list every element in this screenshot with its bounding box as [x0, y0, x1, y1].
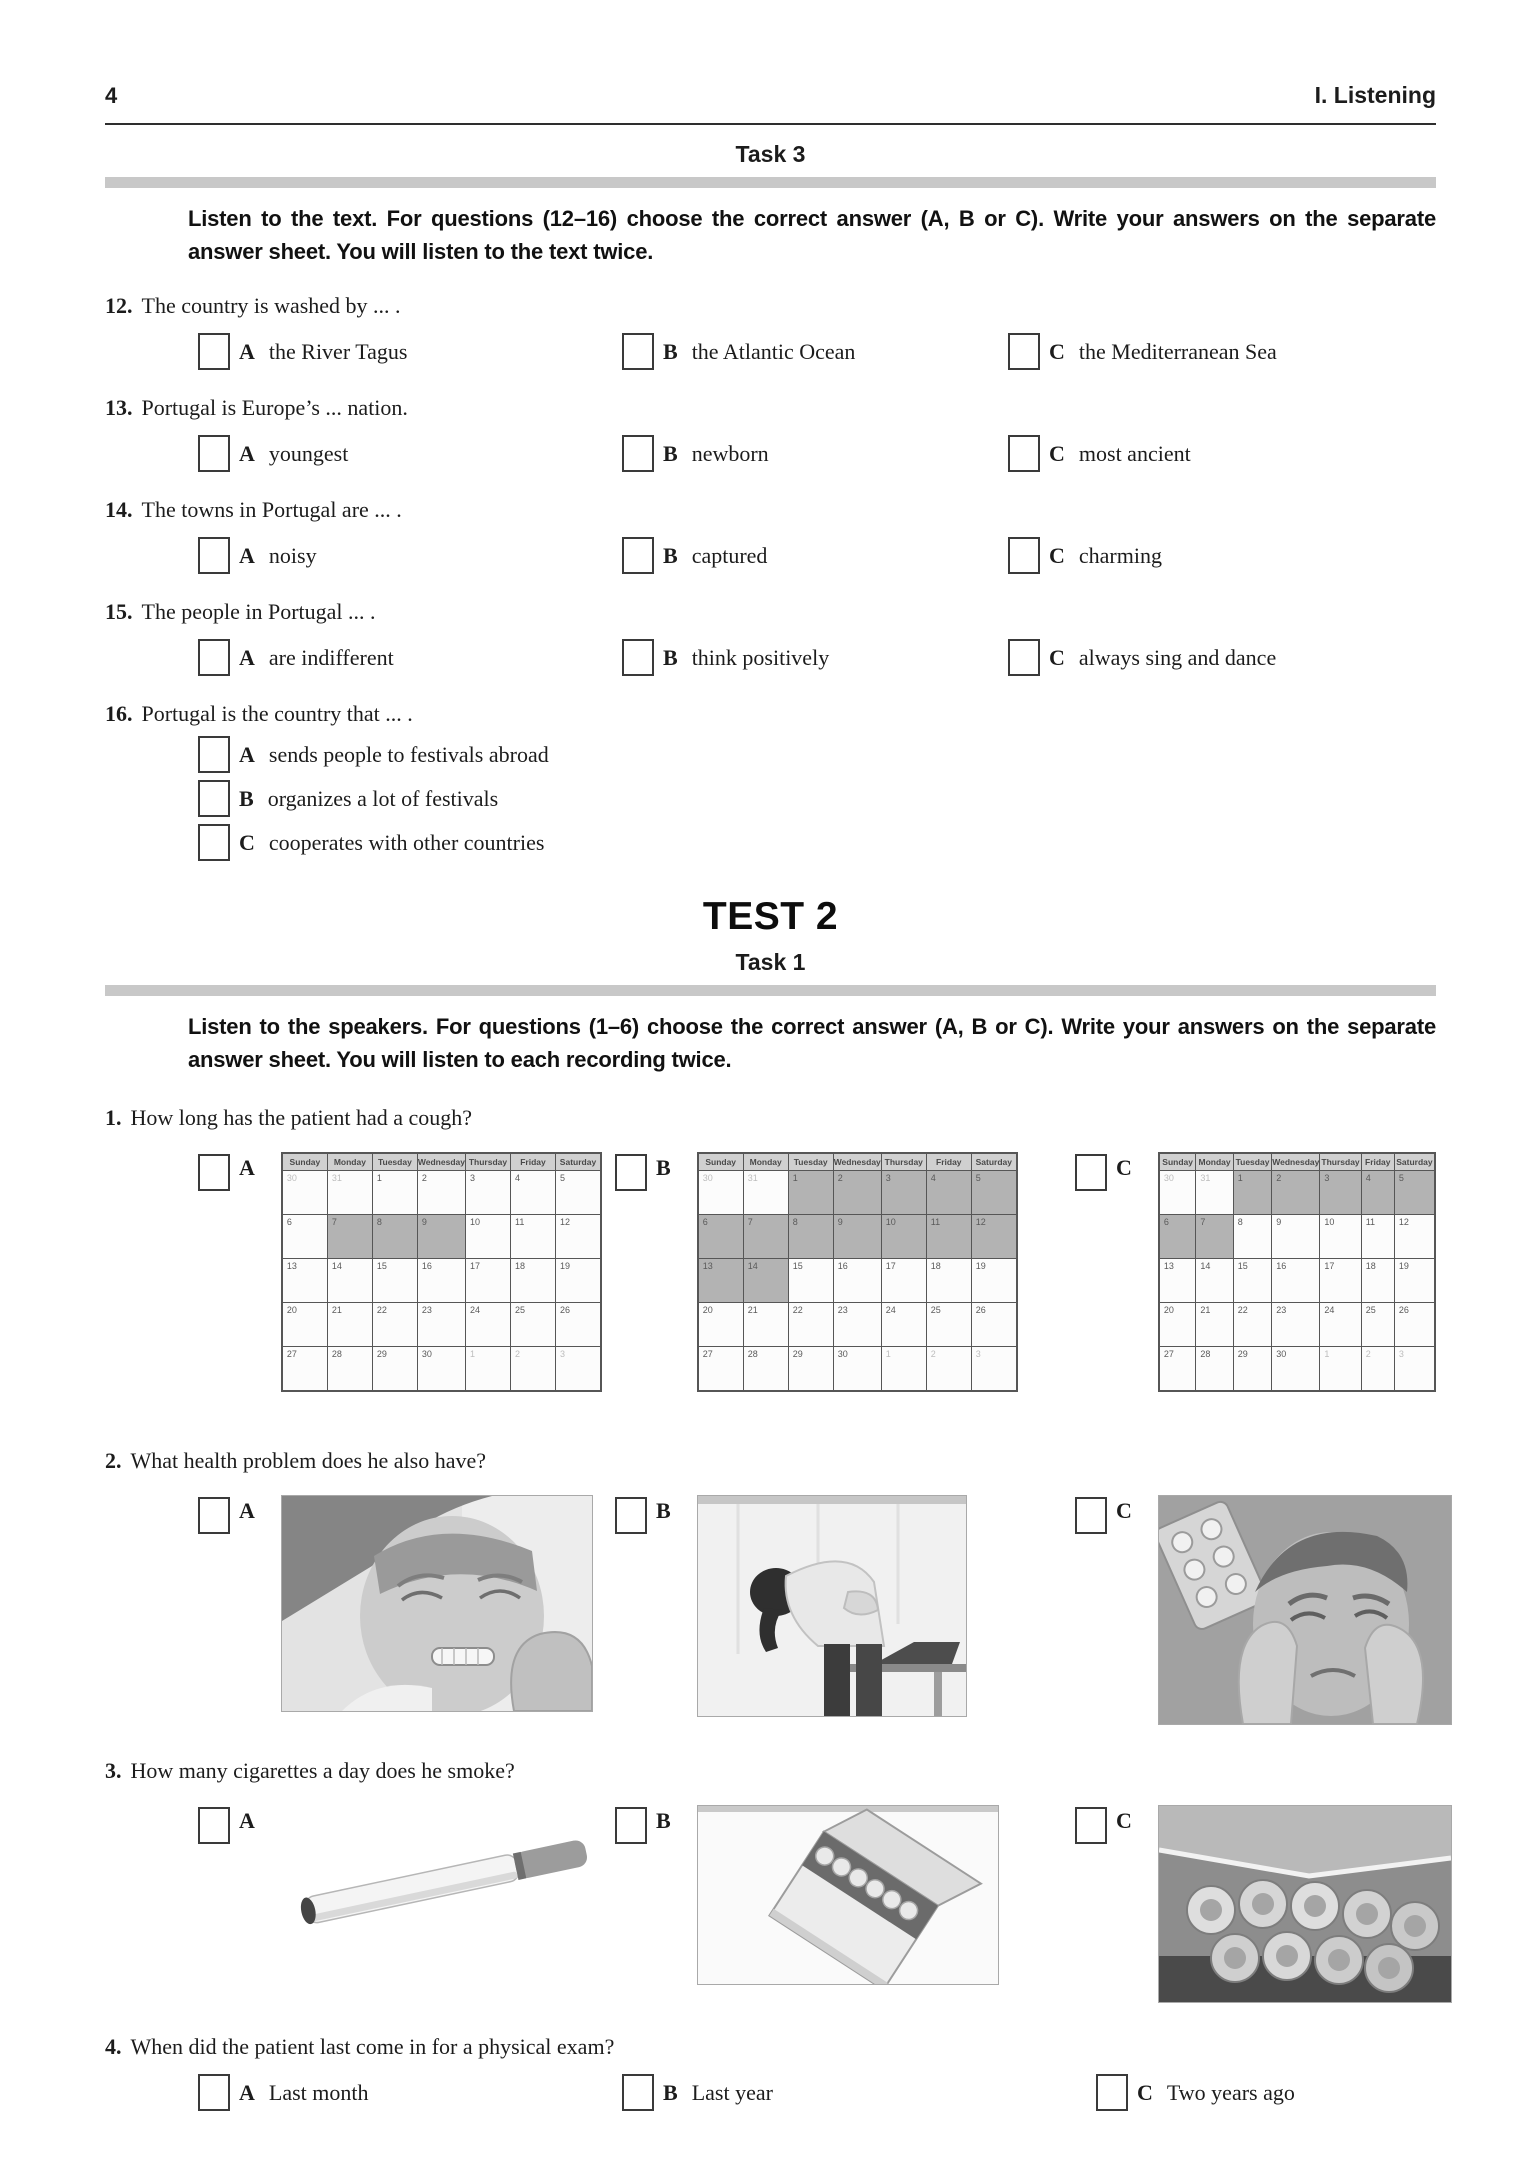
cigarette-pack-photo: [697, 1805, 999, 1985]
calendar-day-header: Wednesday: [1272, 1153, 1320, 1171]
option-text: the River Tagus: [268, 338, 408, 364]
calendar-cell: 3: [1394, 1347, 1435, 1392]
calendar-cell: 1: [1320, 1347, 1361, 1392]
question-2: [105, 1447, 1436, 1725]
calendar-day-header: Monday: [743, 1153, 788, 1171]
calendar-cell: 21: [327, 1303, 372, 1347]
answer-checkbox[interactable]: [198, 435, 230, 472]
option-b: [622, 537, 1008, 574]
calendar-day-header: Tuesday: [1233, 1153, 1272, 1171]
calendar-cell: 16: [833, 1259, 881, 1303]
task3-separator-bar: [105, 177, 1436, 188]
option-text: noisy: [268, 542, 317, 568]
calendar-cell: 30: [833, 1347, 881, 1392]
option-letter: C: [1116, 1808, 1132, 1833]
option-text: cooperates with other countries: [268, 829, 545, 855]
calendar-day-header: Monday: [327, 1153, 372, 1171]
calendar-day-header: Friday: [926, 1153, 971, 1171]
answer-checkbox[interactable]: [198, 1807, 230, 1844]
calendar-cell: 24: [881, 1303, 926, 1347]
option-b: [622, 2074, 1096, 2111]
option-letter: B: [656, 1498, 671, 1523]
calendar-day-header: Thursday: [1320, 1153, 1361, 1171]
question-number: 13.: [105, 395, 133, 420]
option-c: [1008, 435, 1436, 472]
calendar-cell: 29: [1233, 1347, 1272, 1392]
option-letter: B: [663, 644, 678, 670]
calendar-cell: 1: [465, 1347, 510, 1392]
calendar-cell: 11: [1361, 1215, 1394, 1259]
option-text: most ancient: [1078, 440, 1191, 466]
calendar-cell: 25: [926, 1303, 971, 1347]
calendar-image-b: [697, 1152, 1018, 1392]
calendar-cell: 17: [465, 1259, 510, 1303]
calendar-cell: 17: [881, 1259, 926, 1303]
option-b: [622, 435, 1008, 472]
option-letter: A: [239, 1155, 255, 1180]
option-letter: A: [239, 741, 255, 767]
option-a: [198, 2074, 622, 2111]
calendar-cell: 26: [1394, 1303, 1435, 1347]
q3-options-row: [198, 1805, 1436, 2003]
calendar-cell: 7: [327, 1215, 372, 1259]
calendar-day-header: Tuesday: [372, 1153, 417, 1171]
test2-title: TEST 2: [702, 895, 839, 938]
options-row: [198, 2074, 1436, 2111]
option-letter: B: [663, 2079, 678, 2105]
calendar-cell: 14: [743, 1259, 788, 1303]
calendar-cell: 18: [1361, 1259, 1394, 1303]
option-c: [198, 824, 1436, 861]
option-letter: A: [239, 644, 255, 670]
question-3: [105, 1757, 1436, 2003]
options-row: [198, 639, 1436, 676]
option-a: [198, 736, 1436, 773]
question-text: What health problem does he also have?: [130, 1448, 487, 1473]
calendar-cell: 10: [881, 1215, 926, 1259]
option-text: captured: [691, 542, 768, 568]
option-letter: A: [239, 1808, 255, 1833]
answer-checkbox[interactable]: [1075, 1497, 1107, 1534]
calendar-cell: 6: [282, 1215, 328, 1259]
calendar-cell: 13: [282, 1259, 328, 1303]
option-text: youngest: [268, 440, 349, 466]
calendar-image-c: [1158, 1152, 1436, 1392]
option-a: [198, 537, 622, 574]
calendar-cell: 30: [1272, 1347, 1320, 1392]
answer-checkbox[interactable]: [198, 537, 230, 574]
answer-checkbox[interactable]: [198, 1154, 230, 1191]
question-text: How many cigarettes a day does he smoke?: [130, 1758, 515, 1783]
task3-title: Task 3: [735, 141, 806, 167]
calendar-cell: 3: [555, 1347, 601, 1392]
option-text: the Mediterranean Sea: [1078, 338, 1277, 364]
option-letter: A: [239, 2079, 255, 2105]
calendar-cell: 27: [1159, 1347, 1196, 1392]
calendar-cell: 4: [510, 1171, 555, 1215]
calendar-cell: 31: [327, 1171, 372, 1215]
calendar-day-header: Sunday: [1159, 1153, 1196, 1171]
calendar-cell: 4: [926, 1171, 971, 1215]
answer-checkbox[interactable]: [198, 2074, 230, 2111]
calendar-day-header: Saturday: [555, 1153, 601, 1171]
calendar-cell: 23: [417, 1303, 465, 1347]
question-text: When did the patient last come in for a physical exam?: [130, 2034, 615, 2059]
question-number: 2.: [105, 1448, 122, 1473]
calendar-cell: 6: [1159, 1215, 1196, 1259]
question-text: The country is washed by ... .: [141, 293, 401, 318]
calendar-cell: 20: [698, 1303, 744, 1347]
answer-checkbox[interactable]: [1075, 1807, 1107, 1844]
calendar-cell: 25: [1361, 1303, 1394, 1347]
calendar-cell: 21: [1196, 1303, 1233, 1347]
calendar-cell: 19: [971, 1259, 1017, 1303]
option-b: [622, 333, 1008, 370]
backache-photo: [697, 1495, 967, 1717]
calendar-cell: 15: [1233, 1259, 1272, 1303]
calendar-cell: 26: [555, 1303, 601, 1347]
calendar-cell: 29: [788, 1347, 833, 1392]
answer-checkbox[interactable]: [198, 824, 230, 861]
answer-checkbox[interactable]: [198, 736, 230, 773]
calendar-cell: 16: [417, 1259, 465, 1303]
calendar-cell: 25: [510, 1303, 555, 1347]
option-letter: B: [663, 440, 678, 466]
option-letter: B: [239, 785, 254, 811]
calendar-cell: 9: [833, 1215, 881, 1259]
question-14: [105, 496, 1436, 574]
question-12: [105, 292, 1436, 370]
calendar-cell: 8: [1233, 1215, 1272, 1259]
option-letter: B: [656, 1155, 671, 1180]
option-a: [198, 333, 622, 370]
calendar-day-header: Wednesday: [417, 1153, 465, 1171]
calendar-day-header: Wednesday: [833, 1153, 881, 1171]
calendar-day-header: Saturday: [1394, 1153, 1435, 1171]
option-text: charming: [1078, 542, 1162, 568]
answer-checkbox[interactable]: [622, 333, 654, 370]
calendar-cell: 2: [510, 1347, 555, 1392]
option-text: the Atlantic Ocean: [691, 338, 856, 364]
calendar-cell: 19: [1394, 1259, 1435, 1303]
calendar-cell: 28: [1196, 1347, 1233, 1392]
question-text: The towns in Portugal are ... .: [141, 497, 402, 522]
calendar-cell: 22: [788, 1303, 833, 1347]
question-13: [105, 394, 1436, 472]
calendar-cell: 11: [510, 1215, 555, 1259]
answer-checkbox[interactable]: [1008, 639, 1040, 676]
calendar-cell: 1: [372, 1171, 417, 1215]
calendar-cell: 3: [971, 1347, 1017, 1392]
calendar-cell: 8: [788, 1215, 833, 1259]
calendar-cell: 12: [555, 1215, 601, 1259]
calendar-cell: 21: [743, 1303, 788, 1347]
toothache-photo: [281, 1495, 593, 1712]
question-text: Portugal is Europe’s ... nation.: [141, 395, 408, 420]
question-text: How long has the patient had a cough?: [130, 1105, 473, 1130]
option-text: Last year: [691, 2079, 773, 2105]
calendar-cell: 22: [372, 1303, 417, 1347]
calendar-cell: 7: [743, 1215, 788, 1259]
options-column: [198, 736, 1436, 861]
option-a: [198, 435, 622, 472]
question-number: 12.: [105, 293, 133, 318]
task1-title: Task 1: [735, 949, 806, 975]
calendar-cell: 18: [510, 1259, 555, 1303]
calendar-cell: 2: [833, 1171, 881, 1215]
calendar-cell: 30: [698, 1171, 744, 1215]
question-text: Portugal is the country that ... .: [141, 701, 413, 726]
option-letter: C: [1137, 2079, 1153, 2105]
calendar-cell: 5: [555, 1171, 601, 1215]
calendar-cell: 12: [1394, 1215, 1435, 1259]
calendar-cell: 7: [1196, 1215, 1233, 1259]
cigarettes-closeup-photo: [1158, 1805, 1452, 2003]
calendar-image-a: [281, 1152, 602, 1392]
option-letter: A: [239, 440, 255, 466]
option-a: [198, 1805, 615, 1955]
answer-checkbox[interactable]: [622, 435, 654, 472]
calendar-cell: 9: [417, 1215, 465, 1259]
calendar-day-header: Thursday: [465, 1153, 510, 1171]
answer-checkbox[interactable]: [615, 1497, 647, 1534]
option-letter: A: [239, 338, 255, 364]
calendar-cell: 27: [698, 1347, 744, 1392]
answer-checkbox[interactable]: [198, 1497, 230, 1534]
option-c: [1096, 2074, 1436, 2111]
question-number: 1.: [105, 1105, 122, 1130]
calendar-cell: 10: [465, 1215, 510, 1259]
calendar-cell: 13: [698, 1259, 744, 1303]
calendar-cell: 5: [971, 1171, 1017, 1215]
option-b: [615, 1805, 1075, 1985]
q1-options-row: [198, 1152, 1436, 1392]
calendar-cell: 2: [1272, 1171, 1320, 1215]
calendar-cell: 30: [417, 1347, 465, 1392]
option-text: Last month: [268, 2079, 369, 2105]
question-16: [105, 700, 1436, 861]
option-c: [1075, 1495, 1452, 1725]
answer-checkbox[interactable]: [1096, 2074, 1128, 2111]
options-row: [198, 435, 1436, 472]
option-a: [198, 639, 622, 676]
question-number: 14.: [105, 497, 133, 522]
calendar-cell: 28: [327, 1347, 372, 1392]
q2-options-row: [198, 1495, 1436, 1725]
options-row: [198, 333, 1436, 370]
calendar-cell: 3: [465, 1171, 510, 1215]
option-text: always sing and dance: [1078, 644, 1277, 670]
page-header: [105, 82, 1436, 125]
option-letter: A: [239, 542, 255, 568]
calendar-cell: 19: [555, 1259, 601, 1303]
option-letter: C: [239, 829, 255, 855]
calendar-cell: 2: [926, 1347, 971, 1392]
calendar-day-header: Tuesday: [788, 1153, 833, 1171]
option-letter: C: [1116, 1155, 1132, 1180]
single-cigarette-photo: [281, 1805, 621, 1955]
calendar-cell: 14: [327, 1259, 372, 1303]
answer-checkbox[interactable]: [615, 1807, 647, 1844]
option-c: [1008, 639, 1436, 676]
calendar-cell: 13: [1159, 1259, 1196, 1303]
option-c: [1075, 1805, 1452, 2003]
calendar-cell: 20: [282, 1303, 328, 1347]
answer-checkbox[interactable]: [1008, 333, 1040, 370]
question-number: 16.: [105, 701, 133, 726]
answer-checkbox[interactable]: [198, 333, 230, 370]
calendar-day-header: Friday: [510, 1153, 555, 1171]
option-letter: A: [239, 1498, 255, 1523]
calendar-cell: 24: [1320, 1303, 1361, 1347]
calendar-cell: 1: [881, 1347, 926, 1392]
headache-photo: [1158, 1495, 1452, 1725]
option-letter: B: [663, 542, 678, 568]
option-b: [615, 1152, 1075, 1392]
calendar-cell: 24: [465, 1303, 510, 1347]
option-text: sends people to festivals abroad: [268, 741, 549, 767]
question-number: 3.: [105, 1758, 122, 1783]
answer-checkbox[interactable]: [1008, 537, 1040, 574]
calendar-cell: 5: [1394, 1171, 1435, 1215]
calendar-cell: 14: [1196, 1259, 1233, 1303]
option-a: [198, 1152, 615, 1392]
answer-checkbox[interactable]: [1008, 435, 1040, 472]
option-letter: C: [1049, 440, 1065, 466]
calendar-cell: 2: [1361, 1347, 1394, 1392]
calendar-cell: 1: [1233, 1171, 1272, 1215]
page-number: 4: [105, 83, 118, 108]
calendar-cell: 16: [1272, 1259, 1320, 1303]
option-text: Two years ago: [1166, 2079, 1295, 2105]
calendar-cell: 3: [1320, 1171, 1361, 1215]
question-15: [105, 598, 1436, 676]
task3-instructions: Listen to the text. For questions (12–16) choose the correct answer (A, B or C). Write your answers on the separate answer sheet. You will listen to the text twice.: [188, 206, 1436, 264]
option-letter: C: [1049, 542, 1065, 568]
answer-checkbox[interactable]: [1075, 1154, 1107, 1191]
calendar-cell: 23: [1272, 1303, 1320, 1347]
calendar-cell: 2: [417, 1171, 465, 1215]
calendar-cell: 22: [1233, 1303, 1272, 1347]
calendar-cell: 17: [1320, 1259, 1361, 1303]
calendar-cell: 12: [971, 1215, 1017, 1259]
option-text: newborn: [691, 440, 769, 466]
calendar-day-header: Saturday: [971, 1153, 1017, 1171]
calendar-cell: 9: [1272, 1215, 1320, 1259]
option-a: [198, 1495, 615, 1712]
calendar-cell: 28: [743, 1347, 788, 1392]
calendar-cell: 15: [788, 1259, 833, 1303]
calendar-cell: 18: [926, 1259, 971, 1303]
section-header: I. Listening: [1314, 82, 1436, 108]
task1-separator-bar: [105, 985, 1436, 996]
calendar-cell: 3: [881, 1171, 926, 1215]
calendar-cell: 26: [971, 1303, 1017, 1347]
question-number: 4.: [105, 2034, 122, 2059]
option-c: [1075, 1152, 1436, 1392]
calendar-cell: 31: [1196, 1171, 1233, 1215]
calendar-cell: 8: [372, 1215, 417, 1259]
task1-instructions: Listen to the speakers. For questions (1–6) choose the correct answer (A, B or C). Write your answers on the separate answer sheet. You will listen to each recording twice.: [188, 1014, 1436, 1072]
answer-checkbox[interactable]: [198, 780, 230, 817]
question-1: [105, 1104, 1436, 1392]
calendar-cell: 10: [1320, 1215, 1361, 1259]
option-letter: C: [1116, 1498, 1132, 1523]
option-c: [1008, 333, 1436, 370]
calendar-cell: 30: [1159, 1171, 1196, 1215]
calendar-cell: 1: [788, 1171, 833, 1215]
option-text: organizes a lot of festivals: [267, 785, 499, 811]
option-text: are indifferent: [268, 644, 394, 670]
calendar-day-header: Sunday: [698, 1153, 744, 1171]
question-4: [105, 2033, 1436, 2111]
option-letter: C: [1049, 338, 1065, 364]
option-b: [615, 1495, 1075, 1717]
calendar-cell: 27: [282, 1347, 328, 1392]
option-b: [198, 780, 1436, 817]
option-c: [1008, 537, 1436, 574]
option-letter: C: [1049, 644, 1065, 670]
calendar-cell: 30: [282, 1171, 328, 1215]
calendar-day-header: Sunday: [282, 1153, 328, 1171]
calendar-cell: 11: [926, 1215, 971, 1259]
question-number: 15.: [105, 599, 133, 624]
options-row: [198, 537, 1436, 574]
calendar-cell: 23: [833, 1303, 881, 1347]
option-b: [622, 639, 1008, 676]
question-text: The people in Portugal ... .: [141, 599, 376, 624]
calendar-cell: 20: [1159, 1303, 1196, 1347]
calendar-day-header: Friday: [1361, 1153, 1394, 1171]
calendar-cell: 6: [698, 1215, 744, 1259]
calendar-cell: 15: [372, 1259, 417, 1303]
calendar-cell: 4: [1361, 1171, 1394, 1215]
option-letter: B: [663, 338, 678, 364]
option-letter: B: [656, 1808, 671, 1833]
calendar-cell: 29: [372, 1347, 417, 1392]
answer-checkbox[interactable]: [198, 639, 230, 676]
answer-checkbox[interactable]: [622, 639, 654, 676]
calendar-day-header: Monday: [1196, 1153, 1233, 1171]
answer-checkbox[interactable]: [615, 1154, 647, 1191]
calendar-cell: 31: [743, 1171, 788, 1215]
answer-checkbox[interactable]: [622, 2074, 654, 2111]
answer-checkbox[interactable]: [622, 537, 654, 574]
option-text: think positively: [691, 644, 830, 670]
calendar-day-header: Thursday: [881, 1153, 926, 1171]
